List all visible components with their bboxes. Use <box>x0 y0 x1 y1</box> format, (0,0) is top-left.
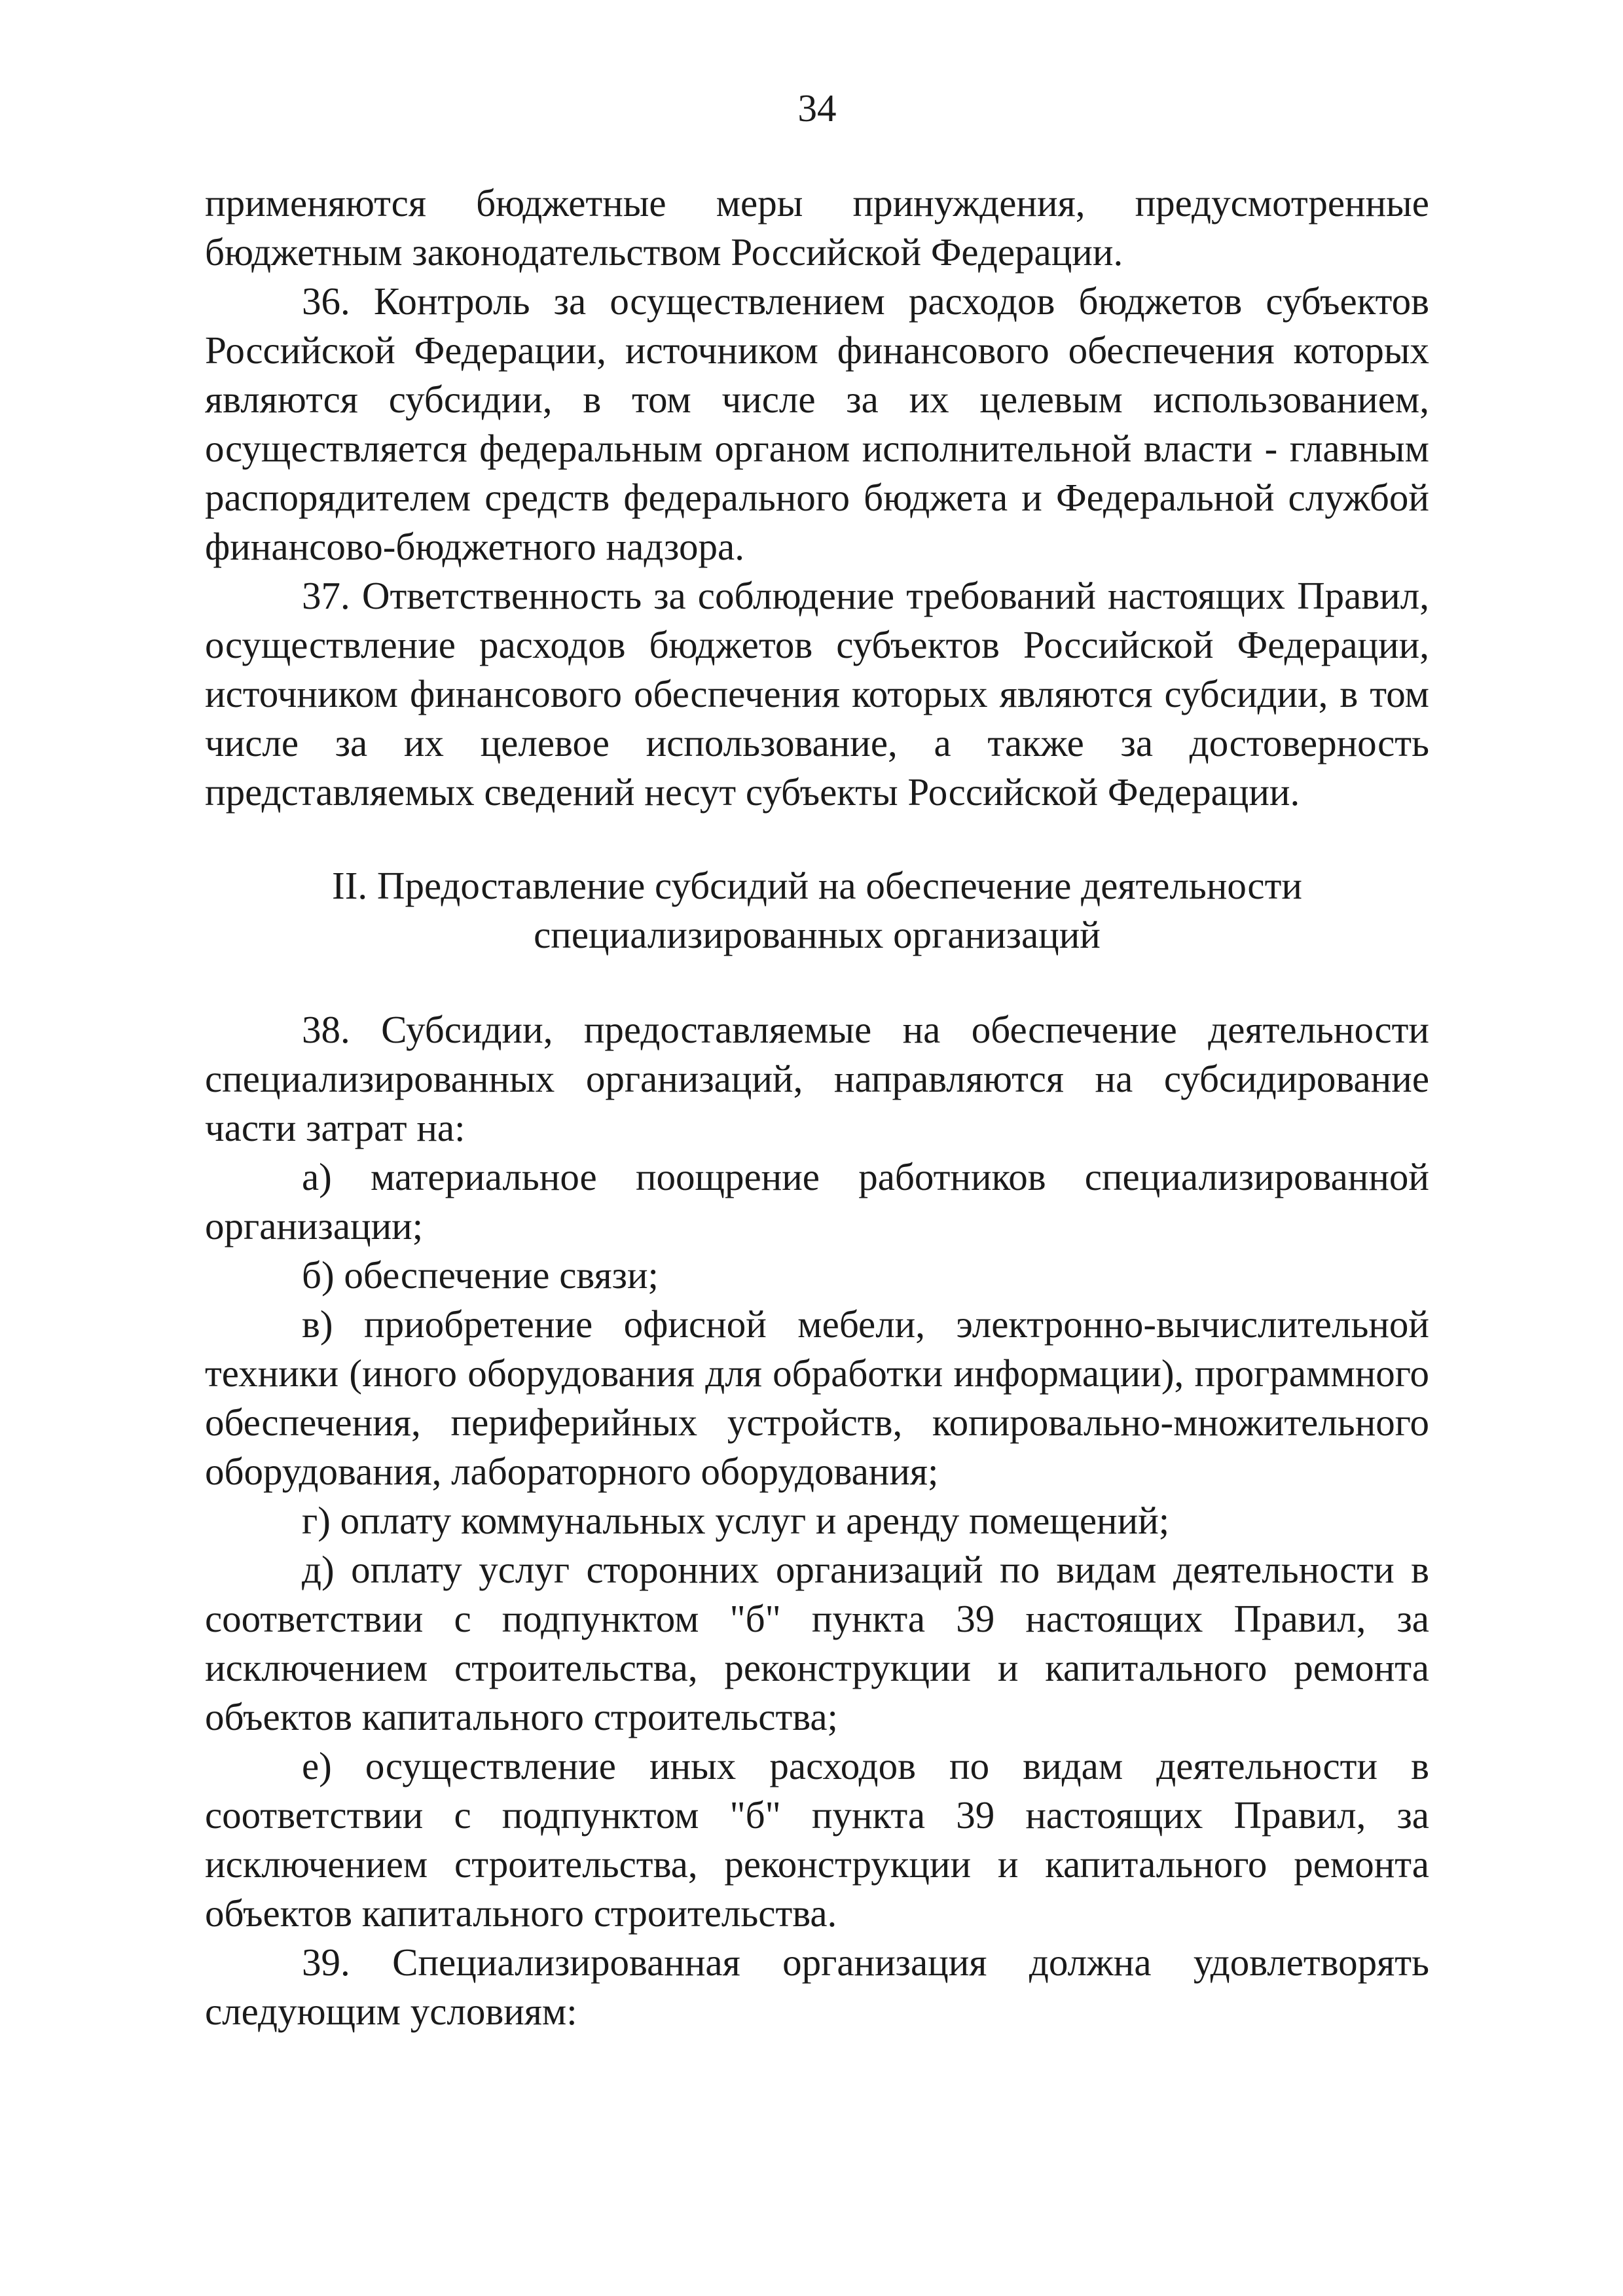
paragraph-39: 39. Специализированная организация должна удовлетворять следующим условиям: <box>205 1941 1429 2033</box>
paragraph-38: 38. Субсидии, предоставляемые на обеспечение деятельности специализированных организаций, направляются на субсидирование части затрат на: <box>205 1008 1429 1149</box>
list-item-b: б) обеспечение связи; <box>302 1253 659 1297</box>
list-item-a: а) материальное поощрение работников специализированной организации; <box>205 1155 1429 1247</box>
paragraph-continuation: применяются бюджетные меры принуждения, предусмотренные бюджетным законодательством Российской Федерации. <box>205 181 1429 274</box>
section-heading-line-2: специализированных организаций <box>534 913 1101 956</box>
list-item-d: д) оплату услуг сторонних организаций по видам деятельности в соответствии с подпунктом "б" пункта 39 настоящих Правил, за исключением строительства, реконструкции и капитального ремонта объектов капитального строительства; <box>205 1548 1429 1738</box>
paragraph-37: 37. Ответственность за соблюдение требований настоящих Правил, осуществление расходов бюджетов субъектов Российской Федерации, источником финансового обеспечения которых являются субсидии, в том числе за их целевое использование, а также за достоверность представляемых сведений несут субъекты Российской Федерации. <box>205 574 1429 814</box>
section-heading <box>205 861 1429 960</box>
document-page <box>205 84 1429 2036</box>
page-number: 34 <box>797 86 837 130</box>
section-heading-line-1: II. Предоставление субсидий на обеспечение деятельности <box>332 864 1302 907</box>
paragraph-36: 36. Контроль за осуществлением расходов бюджетов субъектов Российской Федерации, источником финансового обеспечения которых являются субсидии, в том числе за их целевым использованием, осуществляется федеральным органом исполнительной власти - главным распорядителем средств федерального бюджета и Федеральной службой финансово-бюджетного надзора. <box>205 279 1429 568</box>
list-item-e: е) осуществление иных расходов по видам деятельности в соответствии с подпунктом "б" пункта 39 настоящих Правил, за исключением строительства, реконструкции и капитального ремонта объектов капитального строительства. <box>205 1744 1429 1935</box>
list-item-v: в) приобретение офисной мебели, электронно-вычислительной техники (иного оборудования для обработки информации), программного обеспечения, периферийных устройств, копировально-множительного оборудования, лабораторного оборудования; <box>205 1302 1429 1493</box>
list-item-g: г) оплату коммунальных услуг и аренду помещений; <box>302 1499 1170 1542</box>
